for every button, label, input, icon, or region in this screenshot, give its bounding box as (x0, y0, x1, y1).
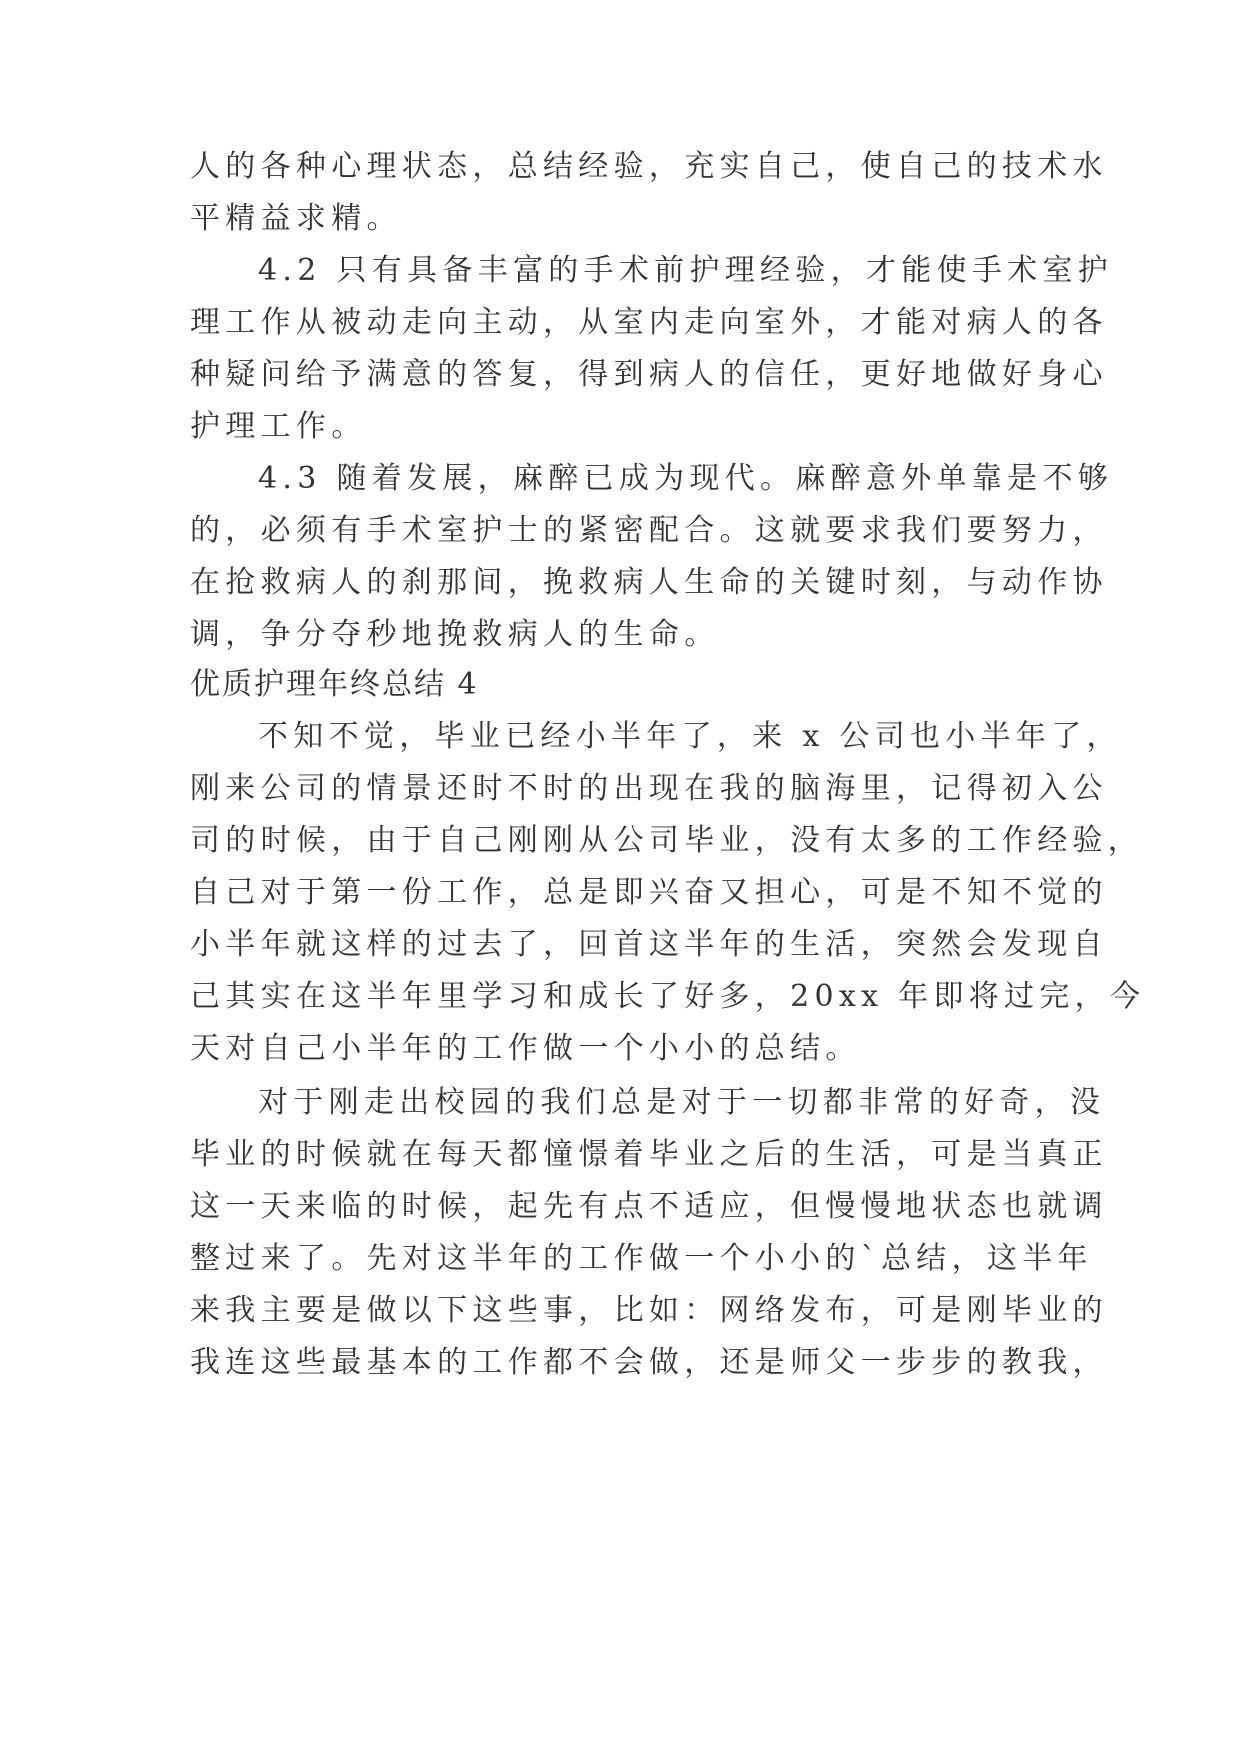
text-line: 护理工作。 (190, 409, 367, 444)
text-line: 司的时候，由于自己刚刚从公司毕业，没有太多的工作经验， (190, 823, 1144, 858)
text-line: 来我主要是做以下这些事，比如：网络发布，可是刚毕业的 (190, 1293, 1108, 1328)
text-line: 种疑问给予满意的答复，得到病人的信任，更好地做好身心 (190, 357, 1108, 392)
text-line: 对于刚走出校园的我们总是对于一切都非常的好奇，没 (258, 1085, 1106, 1120)
text-line: 人的各种心理状态，总结经验，充实自己，使自己的技术水 (190, 149, 1108, 184)
text-line: 不知不觉，毕业已经小半年了，来 x 公司也小半年了， (258, 719, 1122, 754)
text-line: 这一天来临的时候，起先有点不适应，但慢慢地状态也就调 (190, 1189, 1108, 1224)
text-line: 4.3 随着发展，麻醉已成为现代。麻醉意外单靠是不够 (258, 461, 1114, 496)
text-line: 毕业的时候就在每天都憧憬着毕业之后的生活，可是当真正 (190, 1137, 1108, 1172)
text-line: 己其实在这半年里学习和成长了好多，20xx 年即将过完，今 (190, 979, 1146, 1014)
text-line: 小半年就这样的过去了，回首这半年的生活，突然会发现自 (190, 927, 1108, 962)
text-line: 理工作从被动走向主动，从室内走向室外，才能对病人的各 (190, 305, 1108, 340)
text-line: 平精益求精。 (190, 201, 402, 236)
text-line: 的，必须有手术室护士的紧密配合。这就要求我们要努力， (190, 513, 1108, 548)
text-line: 自己对于第一份工作，总是即兴奋又担心，可是不知不觉的 (190, 875, 1108, 910)
text-line: 整过来了。先对这半年的工作做一个小小的`总结，这半年 (190, 1241, 1093, 1276)
text-line: 我连这些最基本的工作都不会做，还是师父一步步的教我， (190, 1345, 1108, 1380)
text-line: 刚来公司的情景还时不时的出现在我的脑海里，记得初入公 (190, 771, 1108, 806)
text-line: 调，争分夺秒地挽救病人的生命。 (190, 617, 720, 652)
text-line: 在抢救病人的刹那间，挽救病人生命的关键时刻，与动作协 (190, 565, 1108, 600)
text-line: 天对自己小半年的工作做一个小小的总结。 (190, 1031, 861, 1066)
text-line: 4.2 只有具备丰富的手术前护理经验，才能使手术室护 (258, 253, 1114, 288)
section-heading: 优质护理年终总结 4 (190, 667, 479, 702)
